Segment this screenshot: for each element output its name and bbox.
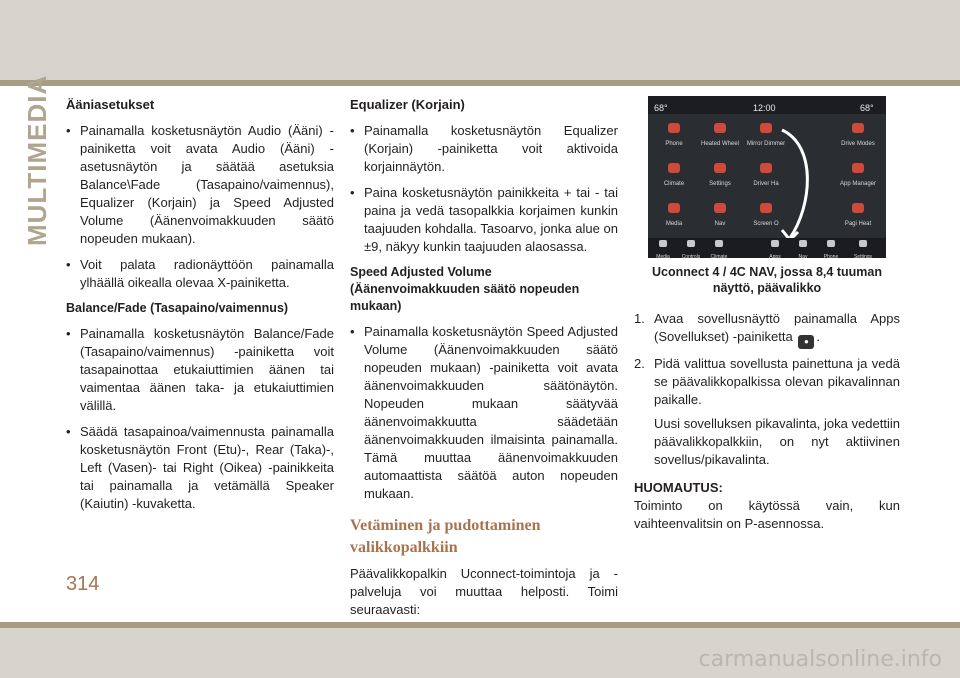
drive-modes-icon — [852, 123, 864, 133]
bullet-audio-button: • Painamalla kosketusnäytön Audio (Ääni) -painiketta voit avata Audio (Ääni) -asetusnäytön ja säätää asetuksia Balance\Fade (Tasapaino/vaimennus), Equalizer (Korjain) ja Speed Adjusted Volume (Äänenvoimakkuuden säätö nopeuden mukaan). — [66, 122, 334, 248]
app-manager-icon — [852, 163, 864, 173]
figure-dock-item: Nav — [792, 240, 814, 256]
step-2-text: Pidä valittua sovellusta painettuna ja vedä se päävalikkopalkissa olevan pikavalinnan paikalle. — [654, 356, 900, 407]
figure-tile: Media — [654, 200, 694, 230]
drag-drop-section-title: Vetäminen ja pudottaminen valikkopalkkiin — [350, 517, 541, 556]
nav-icon — [714, 203, 726, 213]
figure-temp-left: 68° — [654, 103, 668, 113]
climate-icon — [668, 163, 680, 173]
figure-tile: Pagi Heat — [838, 200, 878, 230]
top-band-stripe — [0, 80, 960, 86]
figure-dock-item: Phone — [820, 240, 842, 256]
figure-dock-item: Apps — [764, 240, 786, 256]
music-icon — [659, 240, 667, 247]
step-2 — [634, 355, 900, 409]
figure-clock: 12:00 — [753, 103, 776, 113]
figure-status-bar — [648, 96, 886, 114]
mirror-dimmer-icon — [760, 123, 772, 133]
settings-icon — [859, 240, 867, 247]
drag-arrow-icon — [772, 126, 822, 246]
figure-dock-item: Media — [652, 240, 674, 256]
speed-adjusted-volume-heading: Speed Adjusted Volume (Äänenvoimakkuuden säätö nopeuden mukaan) — [350, 265, 580, 313]
figure-tile: App Manager — [838, 160, 878, 190]
figure-tile: Settings — [700, 160, 740, 190]
screen-off-icon — [760, 203, 772, 213]
balance-fade-heading: Balance/Fade (Tasapaino/vaimennus) — [66, 301, 289, 315]
step-1: 1. Avaa sovellusnäyttö painamalla Apps (Sovellukset) -painiketta ● . — [634, 310, 900, 349]
driver-icon — [760, 163, 772, 173]
note-text: Toiminto on käytössä vain, kun vaihteenvalitsin on P-asennossa. — [634, 498, 900, 531]
step-number: 1. — [634, 311, 645, 326]
figure-dock-item: Settings — [852, 240, 874, 256]
figure-app-grid — [652, 118, 882, 236]
figure-dock-item: Controls — [680, 240, 702, 256]
figure-caption: Uconnect 4 / 4C NAV, jossa 8,4 tuuman näyttö, päävalikko — [652, 265, 882, 295]
audio-settings-heading: Ääniasetukset — [66, 97, 155, 112]
uconnect-screen-figure — [648, 96, 886, 258]
column-1 — [66, 96, 334, 521]
column-3 — [634, 96, 900, 541]
page-number: 314 — [66, 573, 100, 595]
phone-icon — [668, 123, 680, 133]
heated-wheel-icon — [714, 123, 726, 133]
figure-temp-right: 68° — [860, 103, 874, 113]
step-number: 2. — [634, 356, 645, 371]
section-side-label: MULTIMEDIA — [22, 74, 52, 246]
figure-tile: Heated Wheel — [700, 120, 740, 150]
media-icon — [668, 203, 680, 213]
step-2-note: Uusi sovelluksen pikavalinta, joka vedettiin päävalikkopalkkiin, on nyt aktiivinen sovellus/pikavalinta. — [654, 416, 900, 467]
watermark: carmanualsonline.info — [698, 647, 942, 672]
figure-tile: Climate — [654, 160, 694, 190]
drag-drop-intro: Päävalikkopalkin Uconnect-toimintoja ja -palveluja voi muuttaa helposti. Toimi seuraavasti: — [350, 566, 618, 617]
note-title: HUOMAUTUS: — [634, 480, 723, 495]
equalizer-heading: Equalizer (Korjain) — [350, 97, 465, 112]
apps-button-icon: ● — [798, 335, 814, 349]
step-1-text: Avaa sovellusnäyttö painamalla Apps (Sovellukset) -painiketta — [654, 311, 900, 344]
seat-heat-icon — [852, 203, 864, 213]
nav-icon — [799, 240, 807, 247]
figure-tile: Nav — [700, 200, 740, 230]
settings-icon — [714, 163, 726, 173]
figure-menu-bar — [648, 238, 886, 258]
column-2 — [350, 96, 618, 627]
apps-icon — [771, 240, 779, 247]
figure-tile: Drive Modes — [838, 120, 878, 150]
bullet-equalizer-button: • Painamalla kosketusnäytön Equalizer (Korjain) -painiketta voit aktivoida korjainnäytön. — [350, 122, 618, 176]
figure-tile: Mirror Dimmer — [746, 120, 786, 150]
phone-icon — [827, 240, 835, 247]
climate-icon — [715, 240, 723, 247]
controls-icon — [687, 240, 695, 247]
bullet-close-x: • Voit palata radionäyttöön painamalla ylhäällä oikealla olevaa X-painiketta. — [66, 256, 334, 292]
bullet-equalizer-adjust: • Paina kosketusnäytön painikkeita + tai - tai paina ja vedä tasopalkkia korjaimen kunkin taajuuden kohdalla. Tasoarvo, jonka alue on ±9, näkyy kunkin taajuuden alaosassa. — [350, 184, 618, 256]
figure-tile: Driver Ha — [746, 160, 786, 190]
bullet-balance-fade-button: • Painamalla kosketusnäytön Balance/Fade (Tasapaino/vaimennus) -painiketta voit tasapainottaa etukaiuttimien äänen tai vaimentaa äänen taka- ja etukaiuttimien välillä. — [66, 325, 334, 415]
figure-tile: Screen O — [746, 200, 786, 230]
figure-dock-item: Climate — [708, 240, 730, 256]
bullet-balance-adjust: • Säädä tasapainoa/vaimennusta painamalla kosketusnäytön Front (Etu)-, Rear (Taka)-, Left (Vasen)- tai Right (Oikea) -painikkeita tai painamalla ja vetämällä Speaker (Kaiutin) -kuvaketta. — [66, 423, 334, 513]
figure-tile: Phone — [654, 120, 694, 150]
top-band — [0, 0, 960, 80]
bullet-speed-adjusted-volume: • Painamalla kosketusnäytön Speed Adjusted Volume (Äänenvoimakkuuden säätö nopeuden mukaan) -painiketta voit avata äänenvoimakkuuden säätönäytön. Nopeuden mukaan säätyvää äänenvoimakkuutta säädetään äänenvoimakkuuden ilmaisinta painamalla. Tämä muuttaa äänenvoimakkuuden automaattista säätöä auton nopeuden mukaan. — [350, 323, 618, 503]
